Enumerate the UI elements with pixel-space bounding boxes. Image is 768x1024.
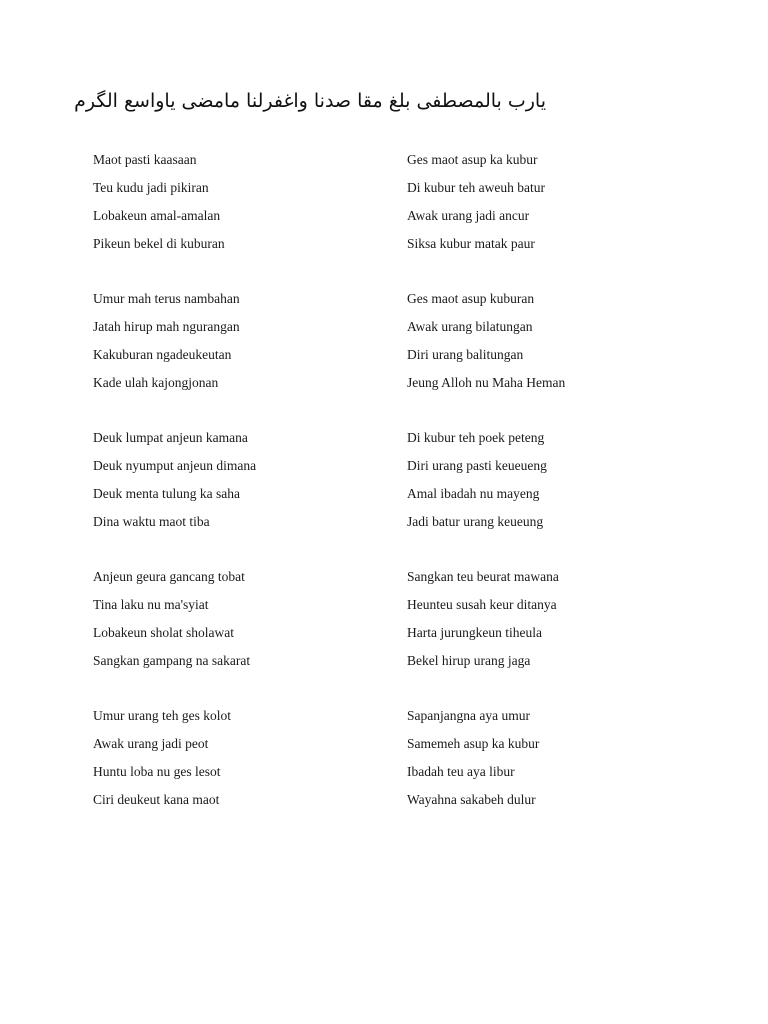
poem-line: Sapanjangna aya umur (407, 708, 530, 723)
poem-line: Tina laku nu ma'syiat (93, 597, 209, 612)
stanza-2-right-column (407, 285, 707, 424)
document-title: يارب بالمصطفى بلغ مقا صدنا واغفرلنا مامضى ياواسع الگرم (74, 90, 546, 112)
stanza-1 (0, 146, 768, 285)
stanza-2 (0, 285, 768, 424)
poem-line: Jeung Alloh nu Maha Heman (407, 375, 566, 390)
poem-line: Jadi batur urang keueung (407, 514, 544, 529)
poem-line: Harta jurungkeun tiheula (407, 625, 542, 640)
poem-line: Teu kudu jadi pikiran (93, 180, 209, 195)
stanza-1-left-column (0, 146, 407, 285)
poem-line: Deuk menta tulung ka saha (93, 486, 240, 501)
poem-body (0, 146, 768, 841)
poem-line: Heunteu susah keur ditanya (407, 597, 557, 612)
poem-line: Di kubur teh poek peteng (407, 430, 545, 445)
stanza-4 (0, 563, 768, 702)
poem-line: Umur mah terus nambahan (93, 291, 240, 306)
stanza-3-left-column (0, 424, 407, 563)
stanza-3-right-column (407, 424, 707, 563)
stanza-3 (0, 424, 768, 563)
poem-line: Kade ulah kajongjonan (93, 375, 219, 390)
poem-line: Deuk lumpat anjeun kamana (93, 430, 248, 445)
poem-line: Ges maot asup kuburan (407, 291, 535, 306)
poem-line: Amal ibadah nu mayeng (407, 486, 540, 501)
poem-line: Huntu loba nu ges lesot (93, 764, 221, 779)
poem-line: Anjeun geura gancang tobat (93, 569, 245, 584)
stanza-4-left-column (0, 563, 407, 702)
stanza-5 (0, 702, 768, 841)
poem-line: Diri urang balitungan (407, 347, 524, 362)
poem-line: Maot pasti kaasaan (93, 152, 197, 167)
stanza-4-right-column (407, 563, 707, 702)
poem-line: Awak urang jadi ancur (407, 208, 530, 223)
poem-line: Wayahna sakabeh dulur (407, 792, 536, 807)
poem-line: Samemeh asup ka kubur (407, 736, 540, 751)
poem-line: Awak urang bilatungan (407, 319, 533, 334)
poem-line: Pikeun bekel di kuburan (93, 236, 225, 251)
stanza-5-left-column (0, 702, 407, 841)
poem-line: Lobakeun sholat sholawat (93, 625, 234, 640)
stanza-1-right-column (407, 146, 707, 285)
poem-line: Di kubur teh aweuh batur (407, 180, 545, 195)
poem-line: Diri urang pasti keueueng (407, 458, 547, 473)
poem-line: Siksa kubur matak paur (407, 236, 535, 251)
poem-line: Umur urang teh ges kolot (93, 708, 231, 723)
poem-line: Bekel hirup urang jaga (407, 653, 531, 668)
poem-line: Jatah hirup mah ngurangan (93, 319, 240, 334)
poem-line: Ges maot asup ka kubur (407, 152, 538, 167)
poem-line: Dina waktu maot tiba (93, 514, 210, 529)
poem-line: Lobakeun amal-amalan (93, 208, 221, 223)
poem-line: Kakuburan ngadeukeutan (93, 347, 232, 362)
poem-line: Sangkan gampang na sakarat (93, 653, 251, 668)
poem-line: Deuk nyumput anjeun dimana (93, 458, 257, 473)
poem-line: Awak urang jadi peot (93, 736, 209, 751)
stanza-5-right-column (407, 702, 707, 841)
poem-line: Ciri deukeut kana maot (93, 792, 220, 807)
poem-line: Sangkan teu beurat mawana (407, 569, 559, 584)
stanza-2-left-column (0, 285, 407, 424)
poem-line: Ibadah teu aya libur (407, 764, 515, 779)
